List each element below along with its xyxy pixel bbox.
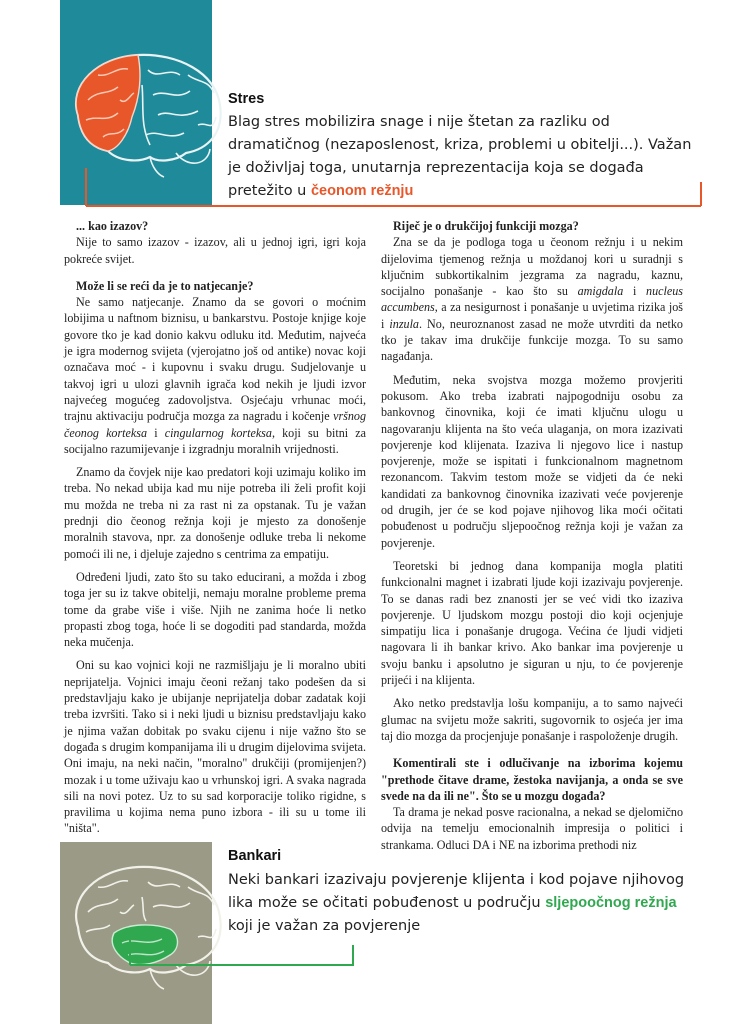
answer-paragraph: Ako netko predstavlja lošu kompaniju, a to samo najveći glumac na svijetu može sakriti, sugovornik to osjeća jer ima taj dio mozga da procjenjuje ponašanje i raspoloženje drugih. <box>381 696 683 743</box>
italic-term: amigdala <box>577 284 624 299</box>
text-run: Ne samo natjecanje. Znamo da se govori o moćnim lobijima u naftnom biznisu, u bankarstvu. Postoje knjige koje govore tko je kad donio kakvu odluku itd. Međutim, najveća je igra modernog svijeta (vjerojatno još od antike) novac koji označava moć - i kupovnu i svaku drugu. Sudjelovanje u takvoj igri u ulozi glavnih igrača kod nekih je ljudi izvor najvećeg mogućeg zadovoljstva. Osjećaju vrhunac moći, trajnu aktivaciju područja mozga za nagradu i kočenje <box>64 295 366 424</box>
italic-term: nucleus accumbens <box>381 284 683 315</box>
answer-paragraph: Nije to samo izazov - izazov, ali u jednoj igri, igri koja pokreće svijet. <box>64 235 366 266</box>
answer-paragraph: Međutim, neka svojstva mozga možemo provjeriti pokusom. Ako treba izabrati najpogodniju osobu za bankovnog činovnika, koji će imati ključnu ulogu u nagovaranju klijenta na što veća ulaganja, on mora izazivati povjerenje kod klijenata. Izaziva li njegovo lice i nastup povjerenje, može se ispitati i funkcionalnom magnetnom rezonancom. Takvim testom može se vidjeti da će neki kandidati za bankovnog činovnika izazivati veće povjerenje od drugih, jer će se kod pojave njihovog lika moći očitati pobuđenost u području sljepoočnog režnja koji je važan za povjerenje. <box>381 372 683 550</box>
text-run: i <box>623 284 647 299</box>
frontal-lobe-highlight: čeonom režnju <box>310 183 414 199</box>
brain-frontal-lobe-illustration <box>58 45 228 180</box>
article-column-right <box>381 218 683 860</box>
callout-line-left <box>129 940 131 965</box>
text-run: , koji su bitni za socijalno razumijevanje i izgradnju moralnih vrijednosti. <box>64 425 366 456</box>
text-run: . No, neuroznanost zasad ne može utvrditi da netko tko je takav ima drukčije funkcije mozga. To su samo nagađanja. <box>381 316 683 364</box>
answer-paragraph: Određeni ljudi, zato što su tako educirani, a možda i zbog toga jer su iz takve obitelji, nemaju moralne probleme prema tome da grabe više i više. Njih ne zanima hoće li netko propasti zbog toga, hoće li se dogoditi pad standarda, možda neka mučenja. <box>64 569 366 650</box>
italic-term: cingularnog korteksa <box>164 425 272 440</box>
answer-paragraph: Teoretski bi jednog dana kompanija mogla platiti funkcionalni magnet i izabrati ljude koji izazivaju povjerenje. To se danas radi bez znanosti jer se već vidi tko izaziva povjerenje. U ljudskom mozgu postoji dio koji ocjenjuje simpatiju lica i ponašanje drugoga. Većina će ljudi vidjeti nagovara li ih bankar krivo. Ako bankar ima povjerenje u svoju banku i apsolutno je siguran u nju, to će povjerenje prijeći i na klijenta. <box>381 558 683 688</box>
bankers-box-text <box>228 869 698 938</box>
callout-line-horizontal <box>130 964 354 966</box>
answer-paragraph <box>381 234 683 364</box>
stress-box-title: Stres <box>228 91 265 107</box>
question-heading: Može li se reći da je to natjecanje? <box>76 278 254 293</box>
stress-box-body: Blag stres mobilizira snage i nije štetan za razliku od dramatičnog (nezaposlenost, kriza, problemi u obitelji...). Važan je doživljaj toga, unutarnja reprezentacija koja se događa pretežito u <box>228 114 692 199</box>
bankers-box-body: Neki bankari izazivaju povjerenje klijenta i kod pojave njihovog lika može se očitati pobuđenost u području <box>228 872 685 911</box>
text-run: i <box>147 425 165 440</box>
bankers-box-title: Bankari <box>228 848 282 864</box>
text-run: Zna se da je podloga toga u čeonom režnju i u nekim dijelovima tjemenog režnja u moždanoj kori u suradnji s ključnim subkortikalnim jezgrama za nagradu, kaznu, socijalno ponašanje - kao što su <box>381 235 683 299</box>
bankers-box-body-end: koji je važan za povjerenje <box>228 918 421 934</box>
temporal-lobe-highlight: sljepoočnog režnja <box>545 895 677 911</box>
answer-paragraph: Ta drama je nekad posve racionalna, a nekad se djelomično odvija na temelju emocionalnih impresija o politici i strankama. Odluci DA i NE na izborima prethodi niz <box>381 805 683 852</box>
text-run: , a za nesigurnost i ponašanje u uvjetima rizika još i <box>381 300 683 331</box>
brain-temporal-lobe-illustration <box>58 857 228 992</box>
question-heading: Riječ je o drukčijoj funkciji mozga? <box>393 219 579 233</box>
answer-paragraph: Znamo da čovjek nije kao predatori koji uzimaju koliko im treba. No nekad ubija kad mu nije potreba ili želi profit koji mu možda ne treba ni za rast ni za opstanak. Tu je važan prednji dio čeonog režnja koji je mjesto za donošenje moralnih stavova, npr. za donošenje odluke treba li nekome pomoći ili ne, i djeluje zajedno s centrima za empatiju. <box>64 465 366 561</box>
callout-line-right <box>700 182 702 206</box>
callout-line-right <box>352 945 354 966</box>
answer-paragraph: Oni su kao vojnici koji ne razmišljaju je li moralno ubiti neprijatelja. Vojnici imaju čeoni režanj tako podešen da si predstavljaju kako je ubijanje neprijatelja dobar zadatak koji treba izvršiti. Tako si i neki ljudi u biznisu predstavljaju kako je njima važan dobitak po svaku cijenu i nije važno što se događa s drugim kompanijama ili u drugim dijelovima svijeta. Oni imaju, na neki način, "moralno" drukčiji (promijenjen?) mozak i u tome uživaju kao u vrhunskoj igri. A svaka nagrada sili na novi potez. Uz to su sad korporacije toliko rigidne, s pravilima u kojima nema puno izbora - ili su u tome ili "ništa". <box>64 658 366 836</box>
article-column-left <box>64 218 366 844</box>
question-heading: ... kao izazov? <box>76 219 149 233</box>
italic-term: inzula <box>389 316 419 331</box>
answer-paragraph <box>64 294 366 457</box>
stress-box-text <box>228 111 698 203</box>
callout-line-left <box>85 168 87 206</box>
italic-term: vršnog čeonog korteksa <box>64 409 366 440</box>
callout-line-horizontal <box>86 205 701 207</box>
question-heading: Komentirali ste i odlučivanje na izborima kojemu "prethode čitave drame, žestoka navijanja, a onda se sve svede na da ili ne". Što se u mozgu događa? <box>381 756 683 803</box>
